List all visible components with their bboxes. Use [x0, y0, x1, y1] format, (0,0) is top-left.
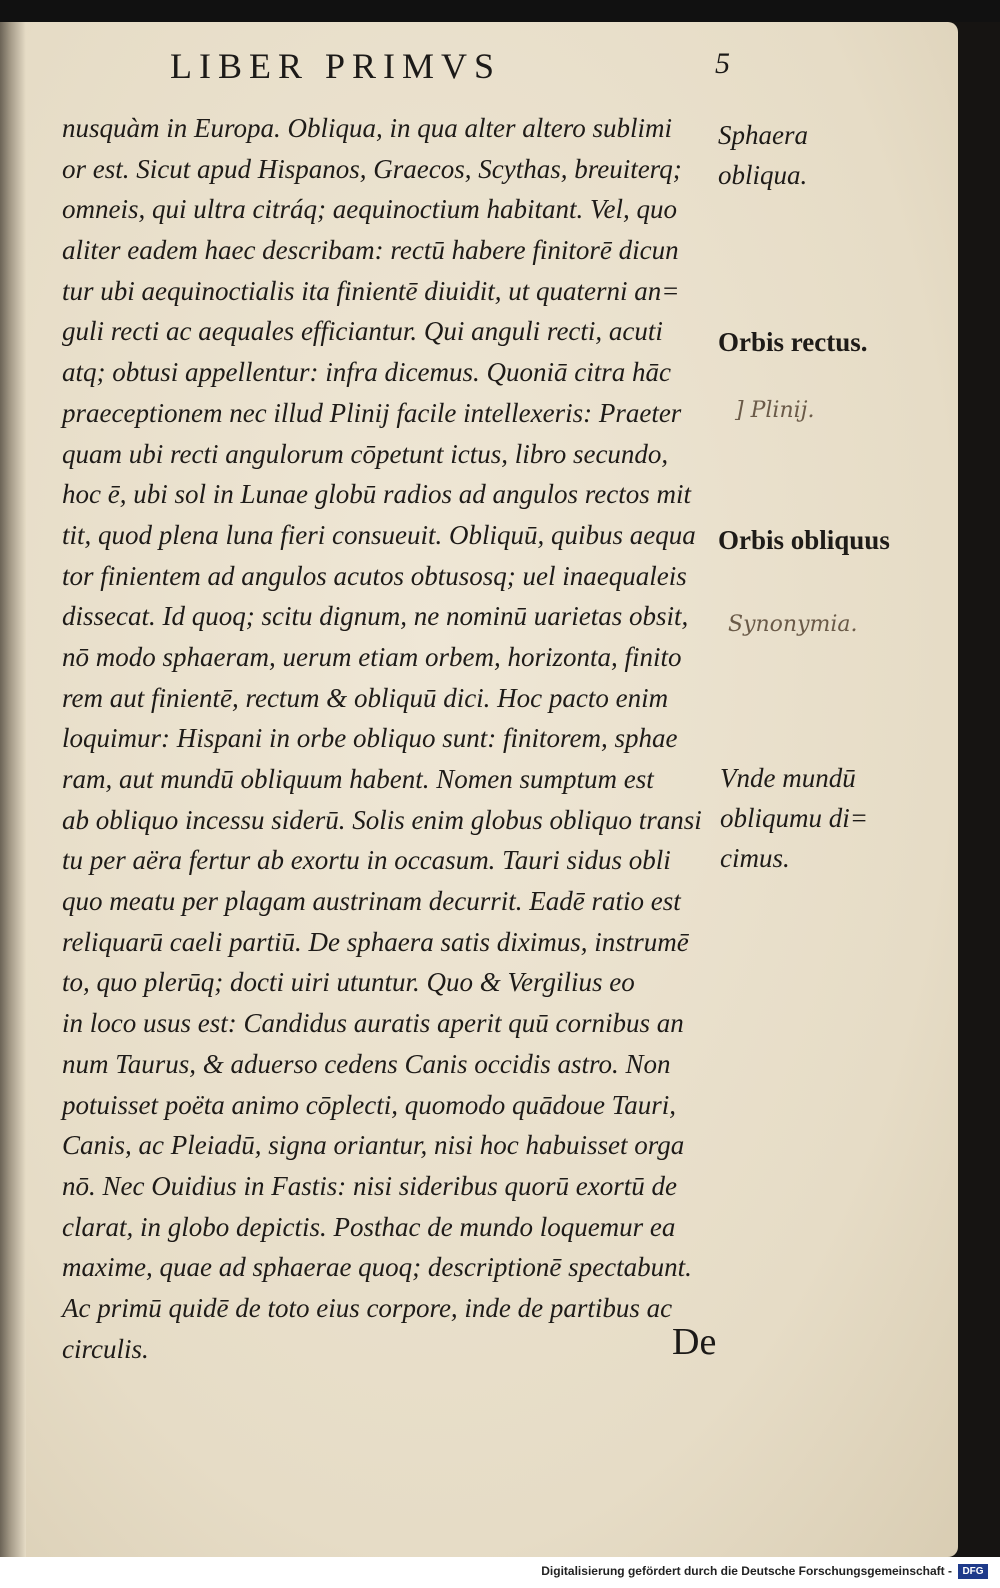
- footer-credit: Digitalisierung gefördert durch die Deutsche Forschungsgemeinschaft -: [541, 1564, 952, 1578]
- handwritten-note-synonymia: Synonymia.: [728, 612, 858, 637]
- running-header: [170, 45, 730, 95]
- text-line: to, quo plerūq; docti uiri utuntur. Quo & Vergilius eo: [62, 967, 635, 998]
- text-line: rem aut finientē, rectum & obliquū dici. Hoc pacto enim: [62, 682, 669, 713]
- text-line: quo meatu per plagam austrinam decurrit. Eadē ratio est: [62, 886, 681, 917]
- text-line: tor finientem ad angulos acutos obtusosq; uel inaequaleis: [62, 560, 687, 591]
- text-line: ab obliquo incessu siderū. Solis enim globus obliquo transi: [62, 804, 702, 835]
- text-line: aliter eadem haec describam: rectū habere finitorē dicun: [62, 235, 679, 266]
- text-line: quam ubi recti angulorum cōpetunt ictus, libro secundo,: [62, 438, 669, 469]
- text-line: praeceptionem nec illud Plinij facile intellexeris: Praeter: [62, 397, 682, 428]
- text-line: Ac primū quidē de toto eius corpore, inde de partibus ac: [62, 1292, 673, 1323]
- text-line: guli recti ac aequales efficiantur. Qui anguli recti, acuti: [62, 316, 663, 347]
- main-text-block: [62, 108, 722, 1369]
- folio-number: 5: [715, 47, 730, 80]
- text-line: clarat, in globo depictis. Posthac de mundo loquemur ea: [62, 1211, 676, 1242]
- catchword: De: [672, 1321, 717, 1363]
- margin-note-line: Sphaera: [718, 120, 808, 150]
- text-line: Canis, ac Pleiadū, signa oriantur, nisi hoc habuisset orga: [62, 1130, 685, 1161]
- margin-note-orbis-obliquus: Orbis obliquus: [718, 525, 890, 555]
- text-line: tit, quod plena luna fieri consueuit. Obliquū, quibus aequa: [62, 519, 696, 550]
- text-line: hoc ē, ubi sol in Lunae globū radios ad angulos rectos mit: [62, 479, 691, 510]
- text-line: tur ubi aequinoctialis ita finientē diuidit, ut quaterni an=: [62, 275, 680, 306]
- margin-note-line: cimus.: [720, 843, 790, 873]
- page-gutter: [0, 22, 26, 1557]
- handwritten-note-plinij: ] Plinij.: [735, 398, 815, 423]
- text-line: dissecat. Id quoq; scitu dignum, ne nominū uarietas obsit,: [62, 601, 689, 632]
- margin-note-line: obliqua.: [718, 160, 808, 190]
- margin-note-line: Vnde mundū: [720, 763, 856, 793]
- text-line: or est. Sicut apud Hispanos, Graecos, Scythas, breuiterq;: [62, 153, 682, 184]
- text-line: circulis.: [62, 1333, 149, 1364]
- text-line: num Taurus, & aduerso cedens Canis occidis astro. Non: [62, 1048, 671, 1079]
- margin-note-unde-mundum: [720, 758, 868, 878]
- digitization-footer: [0, 1557, 1000, 1588]
- text-line: tu per aëra fertur ab exortu in occasum. Tauri sidus obli: [62, 845, 671, 876]
- margin-note-line: obliqumu di=: [720, 803, 868, 833]
- text-line: nō. Nec Ouidius in Fastis: nisi sideribus quorū exortū de: [62, 1170, 677, 1201]
- text-line: omneis, qui ultra citráq; aequinoctium habitant. Vel, quo: [62, 194, 677, 225]
- text-line: potuisset poëta animo cōplecti, quomodo quādoue Tauri,: [62, 1089, 676, 1120]
- top-shadow: [0, 0, 1000, 22]
- text-line: atq; obtusi appellentur: infra dicemus. Quoniā citra hāc: [62, 357, 671, 388]
- text-line: nusquàm in Europa. Obliqua, in qua alter altero sublimi: [62, 113, 673, 143]
- margin-note-orbis-rectus: Orbis rectus.: [718, 327, 868, 357]
- text-line: in loco usus est: Candidus auratis aperit quū cornibus an: [62, 1008, 684, 1039]
- running-title: LIBER PRIMVS: [170, 46, 502, 86]
- text-line: loquimur: Hispani in orbe obliquo sunt: finitorem, sphae: [62, 723, 678, 754]
- text-line: nō modo sphaeram, uerum etiam orbem, horizonta, finito: [62, 641, 682, 672]
- text-line: reliquarū caeli partiū. De sphaera satis diximus, instrumē: [62, 926, 689, 957]
- dfg-logo: DFG: [958, 1564, 988, 1579]
- text-line: ram, aut mundū obliquum habent. Nomen sumptum est: [62, 764, 654, 794]
- text-line: maxime, quae ad sphaerae quoq; descriptionē spectabunt.: [62, 1252, 692, 1283]
- margin-note-sphaera-obliqua: [718, 115, 808, 195]
